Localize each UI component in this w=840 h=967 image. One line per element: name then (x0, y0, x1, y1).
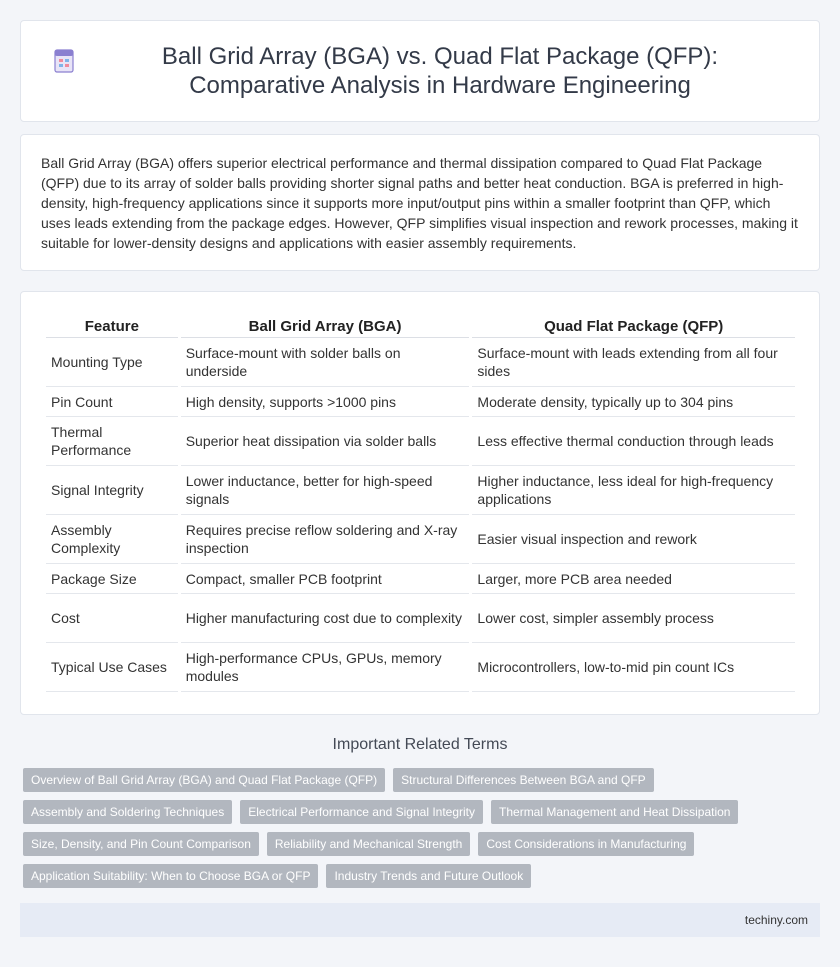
bga-cell: Requires precise reflow soldering and X-ray inspection (181, 515, 470, 564)
qfp-cell: Microcontrollers, low-to-mid pin count ICs (472, 643, 795, 692)
bga-cell: Surface-mount with solder balls on underside (181, 338, 470, 387)
qfp-cell: Lower cost, simpler assembly process (472, 594, 795, 643)
feature-cell: Package Size (46, 564, 178, 594)
page-title: Ball Grid Array (BGA) vs. Quad Flat Package (QFP): Comparative Analysis in Hardware Engineering (161, 43, 719, 99)
related-term-tag[interactable]: Application Suitability: When to Choose BGA or QFP (23, 864, 318, 888)
bga-cell: Lower inductance, better for high-speed signals (181, 466, 470, 515)
table-row (46, 564, 795, 594)
table-row (46, 594, 795, 643)
feature-cell: Mounting Type (46, 338, 178, 387)
table-row (46, 643, 795, 692)
related-term-tag[interactable]: Industry Trends and Future Outlook (326, 864, 531, 888)
table-header-row (46, 314, 795, 338)
related-term-tag[interactable]: Thermal Management and Heat Dissipation (491, 800, 738, 824)
table-row (46, 338, 795, 387)
header-card (20, 20, 820, 122)
related-term-tag[interactable]: Reliability and Mechanical Strength (267, 832, 470, 856)
bga-cell: Superior heat dissipation via solder balls (181, 417, 470, 466)
table-row (46, 466, 795, 515)
qfp-cell: Moderate density, typically up to 304 pins (472, 387, 795, 417)
related-terms-list (23, 768, 823, 888)
table-row (46, 417, 795, 466)
summary-text: Ball Grid Array (BGA) offers superior electrical performance and thermal dissipation compared to Quad Flat Package (QFP) due to its array of solder balls providing shorter signal paths and better heat conduction. BGA is preferred in high-density, high-frequency applications since it supports more input/output pins within a smaller footprint than QFP, which uses leads extending from the package edges. However, QFP simplifies visual inspection and rework processes, making it suitable for lower-density designs and applications with easier assembly requirements. (41, 155, 798, 251)
bga-cell: Compact, smaller PCB footprint (181, 564, 470, 594)
bga-cell: High density, supports >1000 pins (181, 387, 470, 417)
feature-cell: Assembly Complexity (46, 515, 178, 564)
footer-site-link[interactable]: techiny.com (744, 913, 808, 927)
related-term-tag[interactable]: Overview of Ball Grid Array (BGA) and Quad Flat Package (QFP) (23, 768, 385, 792)
related-term-tag[interactable]: Assembly and Soldering Techniques (23, 800, 232, 824)
comparison-table-card (20, 291, 820, 715)
related-term-tag[interactable]: Cost Considerations in Manufacturing (478, 832, 694, 856)
qfp-cell: Surface-mount with leads extending from all four sides (472, 338, 795, 387)
header-qfp: Quad Flat Package (QFP) (472, 314, 795, 338)
document-icon (51, 48, 77, 74)
related-term-tag[interactable]: Electrical Performance and Signal Integrity (240, 800, 483, 824)
table-row (46, 387, 795, 417)
header-bga: Ball Grid Array (BGA) (181, 314, 470, 338)
related-terms-title: Important Related Terms (332, 736, 508, 753)
comparison-table (43, 314, 798, 692)
table-row (46, 515, 795, 564)
related-term-tag[interactable]: Structural Differences Between BGA and QFP (393, 768, 654, 792)
feature-cell: Cost (46, 594, 178, 643)
qfp-cell: Less effective thermal conduction through leads (472, 417, 795, 466)
bga-cell: Higher manufacturing cost due to complexity (181, 594, 470, 643)
qfp-cell: Higher inductance, less ideal for high-frequency applications (472, 466, 795, 515)
feature-cell: Typical Use Cases (46, 643, 178, 692)
feature-cell: Thermal Performance (46, 417, 178, 466)
footer (20, 903, 820, 937)
feature-cell: Signal Integrity (46, 466, 178, 515)
bga-cell: High-performance CPUs, GPUs, memory modules (181, 643, 470, 692)
qfp-cell: Larger, more PCB area needed (472, 564, 795, 594)
related-term-tag[interactable]: Size, Density, and Pin Count Comparison (23, 832, 259, 856)
feature-cell: Pin Count (46, 387, 178, 417)
summary-card (20, 134, 820, 271)
qfp-cell: Easier visual inspection and rework (472, 515, 795, 564)
header-feature: Feature (46, 314, 178, 338)
